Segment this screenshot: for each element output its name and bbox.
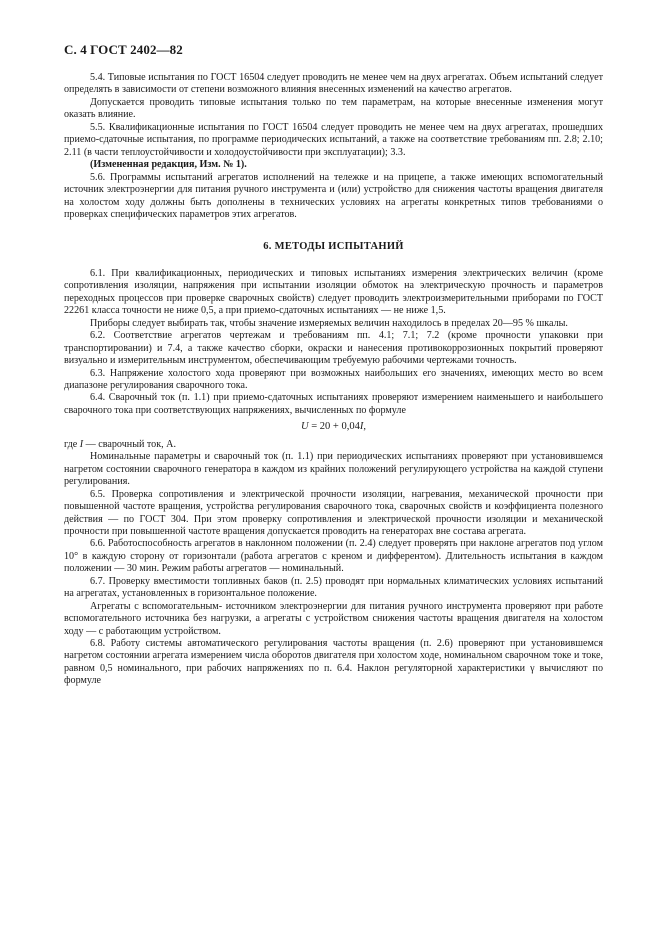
paragraph-6-3: 6.3. Напряжение холостого хода проверяют при возможных наибольших его значениях, имеющих место во всем диапазоне регулирования сварочного тока. (64, 367, 603, 391)
edition-note: (Измененная редакция, Изм. № 1). (90, 159, 247, 171)
formula-rhs: = 20 + 0,04 (311, 421, 360, 433)
paragraph-6-8: 6.8. Работу системы автоматического регулирования частоты вращения (п. 2.6) проверяют при установившемся нагретом состоянии агрегата измерением числа оборотов двигателя при холостом ходе, номинальном сварочном токе и токе, равном 0,5 номинального, при рабочих напряжениях по п. 6.4. Наклон регуляторной характеристики γ вычисляют по формуле (64, 638, 603, 687)
paragraph-6-2: 6.2. Соответствие агрегатов чертежам и требованиям пп. 4.1; 7.1; 7.2 (кроме прочности упаковки при транспортировании) и 7.4, а также качество сборки, окраски и нанесения противокоррозионных покрытий проверяют визуально и измерительным инструментом, обеспечивающим требуемую рабочими чертежами точность. (64, 330, 603, 367)
paragraph-auxiliary-source: Агрегаты с вспомогательным- источником электроэнергии для питания ручного инструмента проверяют при работе вспомогательного источника без нагрузки, а агрегаты с устройством снижения частоты вращения двигателя на холостом ходу — с работающим устройством. (64, 600, 603, 637)
formula-lhs: U (301, 421, 309, 433)
paragraph-5-5: 5.5. Квалификационные испытания по ГОСТ 16504 следует проводить не менее чем на двух агрегатах, прошедших приемо-сдаточные испытания, по программе периодических испытаний, а также на соответствие требованиям пп. 2.8; 2.10; 2.11 (в части теплоустойчивости и холодоустойчивости при эксплуатации); 3.3. (64, 121, 603, 158)
paragraph-5-6: 5.6. Программы испытаний агрегатов исполнений на тележке и на прицепе, а также имеющих вспомогательный источник электроэнергии для питания ручного инструмента и (или) устройство для снижения частоты вращения двигателя на холостом ходу должны быть дополнены в технических условиях на агрегаты конкретных типов требованиями о проверках специфических параметров этих агрегатов. (64, 171, 603, 220)
paragraph-typical-tests-note: Допускается проводить типовые испытания только по тем параметрам, на которые внесенные изменения могут оказать влияние. (64, 96, 603, 121)
page-header: С. 4 ГОСТ 2402—82 (64, 42, 183, 57)
paragraph-6-1: 6.1. При квалификационных, периодических и типовых испытаниях измерения электрических величин (кроме сопротивления изоляции, напряжения при испытании изоляции обмоток на электрическую прочность и параметров переходных процессов при проверке сварочных свойств) следует проводить электроизмерительными приборами по ГОСТ 22261 класса точности не ниже 0,5, а при приемо-сдаточных испытаниях — не ниже 1,5. (64, 267, 603, 317)
where-variable: I (79, 438, 84, 450)
document-body (64, 72, 603, 688)
where-description: — сварочный ток, А. (83, 438, 176, 450)
paragraph-6-6: 6.6. Работоспособность агрегатов в наклонном положении (п. 2.4) следует проверять при наклоне агрегатов под углом 10° в каждую сторону от горизонтали (работа агрегатов с креном и дифферентом). Длительность испытания в каждом положении — 30 мин. Режим работы агрегатов — номинальный. (64, 538, 603, 575)
formula-variable: I (359, 421, 364, 433)
formula-where-line (64, 439, 603, 451)
formula-suffix: , (363, 421, 366, 433)
paragraph-6-7: 6.7. Проверку вместимости топливных баков (п. 2.5) проводят при нормальных климатических условиях испытаний на агрегатах, установленных в горизонтальное положение. (64, 575, 603, 600)
section-title: 6. МЕТОДЫ ИСПЫТАНИЙ (263, 241, 404, 253)
where-prefix: где (64, 438, 80, 450)
paragraph-5-4: 5.4. Типовые испытания по ГОСТ 16504 следует проводить не менее чем на двух агрегатах. Объем испытаний следует определять в зависимости от степени возможного влияния внесенных изменений на качество агрегатов. (64, 72, 603, 96)
paragraph-nominal-parameters: Номинальные параметры и сварочный ток (п. 1.1) при периодических испытаниях проверяют при установившемся нагретом состоянии сварочного генератора в каждом из крайних положений регулирующего устройства на каждой ступени регулирования. (64, 451, 603, 488)
paragraph-instruments-scale: Приборы следует выбирать так, чтобы значение измеряемых величин находилось в пределах 20—95 % шкалы. (90, 317, 568, 329)
formula-voltage (64, 421, 603, 433)
paragraph-6-4: 6.4. Сварочный ток (п. 1.1) при приемо-сдаточных испытаниях проверяют измерением наименьшего и наибольшего сварочного тока при соответствующих напряжениях, вычисленных по формуле (64, 392, 603, 416)
paragraph-6-5: 6.5. Проверка сопротивления и электрической прочности изоляции, нагревания, механической прочности при повышенной частоте вращения, устройства регулирования сварочного тока, сварочных свойств и коэффициента полезного действия — по ГОСТ 304. При этом проверку сопротивления и электрической прочности изоляции и механической прочности при повышенной частоте вращения допускается проводить на генераторах вне состава агрегата. (64, 488, 603, 537)
